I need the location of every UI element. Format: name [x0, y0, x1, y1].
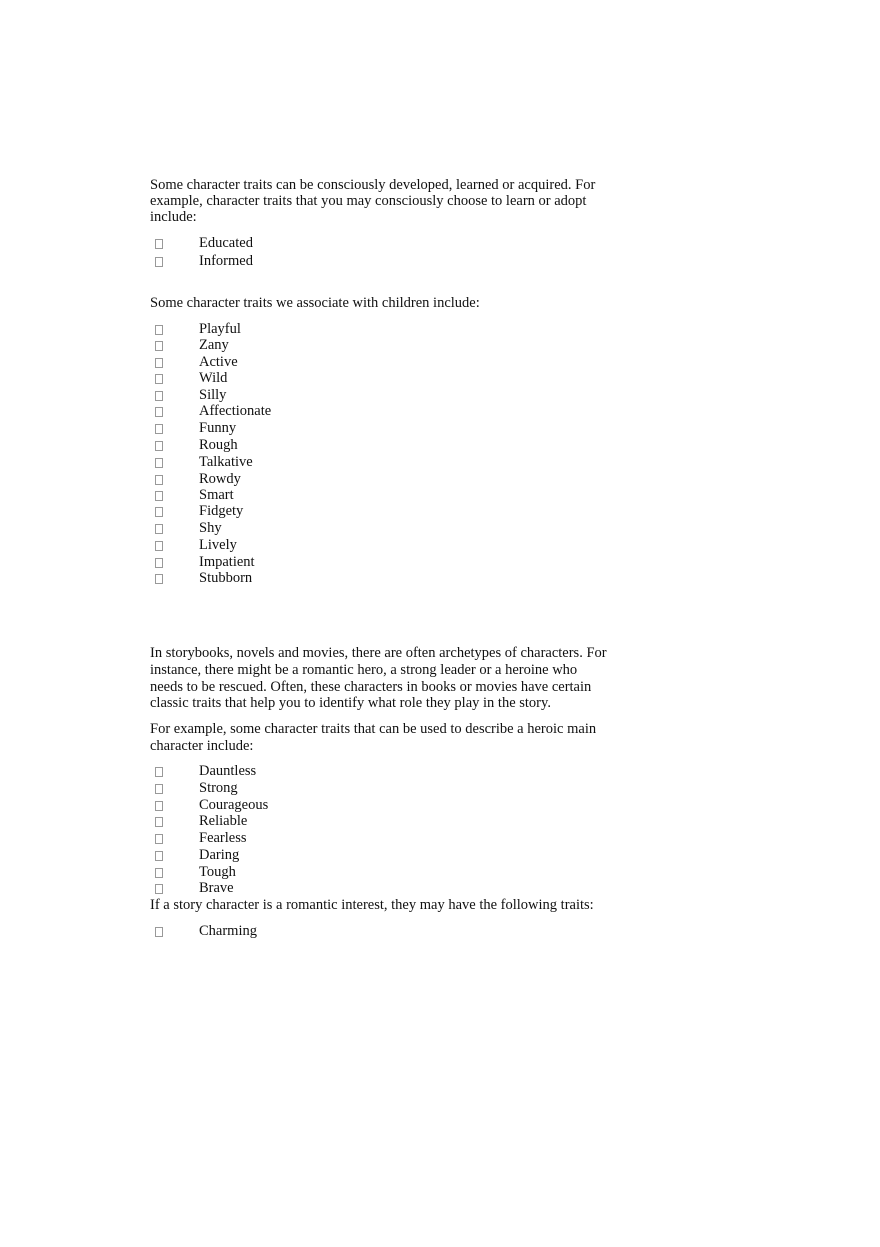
bullet-box-icon [155, 884, 163, 894]
list-item-label: Educated [199, 235, 253, 251]
bullet-box-icon [155, 424, 163, 434]
list-item-label: Brave [199, 880, 234, 896]
bullet-box-icon [155, 239, 163, 249]
list-item-label: Strong [199, 780, 238, 796]
list-item-label: Silly [199, 387, 227, 403]
bullet-box-icon [155, 767, 163, 777]
bullet-box-icon [155, 441, 163, 451]
bullet-box-icon [155, 868, 163, 878]
list-item-label: Wild [199, 370, 228, 386]
bullet-box-icon [155, 458, 163, 468]
bullet-box-icon [155, 257, 163, 267]
paragraph-line: Some character traits we associate with children include: [150, 295, 480, 311]
list-item-label: Zany [199, 337, 229, 353]
list-item-label: Daring [199, 847, 240, 863]
paragraph-line: classic traits that help you to identify what role they play in the story. [150, 695, 551, 711]
bullet-box-icon [155, 491, 163, 501]
list-item-label: Shy [199, 520, 222, 536]
list-item-label: Affectionate [199, 403, 272, 419]
bullet-box-icon [155, 507, 163, 517]
list-item-label: Informed [199, 253, 253, 269]
bullet-box-icon [155, 801, 163, 811]
bullet-box-icon [155, 475, 163, 485]
paragraph-line: In storybooks, novels and movies, there are often archetypes of characters. For [150, 645, 607, 661]
list-item-label: Smart [199, 487, 234, 503]
list-item-label: Lively [199, 537, 237, 553]
list-item-label: Courageous [199, 797, 269, 813]
list-item-label: Funny [199, 420, 237, 436]
bullet-box-icon [155, 341, 163, 351]
bullet-box-icon [155, 407, 163, 417]
bullet-box-icon [155, 817, 163, 827]
list-item-label: Fidgety [199, 503, 244, 519]
list-item-label: Rowdy [199, 471, 241, 487]
list-item-label: Rough [199, 437, 238, 453]
paragraph-line: example, character traits that you may consciously choose to learn or adopt [150, 193, 587, 209]
list-item-label: Stubborn [199, 570, 253, 586]
bullet-box-icon [155, 541, 163, 551]
bullet-box-icon [155, 374, 163, 384]
paragraph-line: Some character traits can be consciously developed, learned or acquired. For [150, 177, 596, 193]
bullet-box-icon [155, 391, 163, 401]
bullet-box-icon [155, 834, 163, 844]
list-item-label: Talkative [199, 454, 253, 470]
bullet-box-icon [155, 358, 163, 368]
list-item-label: Tough [199, 864, 236, 880]
list-item-label: Dauntless [199, 763, 257, 779]
paragraph-line: If a story character is a romantic interest, they may have the following traits: [150, 897, 594, 913]
bullet-box-icon [155, 574, 163, 584]
paragraph-line: For example, some character traits that can be used to describe a heroic main [150, 721, 597, 737]
paragraph-line: character include: [150, 738, 254, 754]
bullet-box-icon [155, 325, 163, 335]
bullet-box-icon [155, 558, 163, 568]
list-item-label: Reliable [199, 813, 248, 829]
bullet-box-icon [155, 927, 163, 937]
list-item-label: Charming [199, 923, 257, 939]
bullet-box-icon [155, 851, 163, 861]
list-item-label: Active [199, 354, 238, 370]
paragraph-line: needs to be rescued. Often, these characters in books or movies have certain [150, 679, 592, 695]
bullet-box-icon [155, 784, 163, 794]
bullet-box-icon [155, 524, 163, 534]
paragraph-line: include: [150, 209, 197, 225]
paragraph-line: instance, there might be a romantic hero, a strong leader or a heroine who [150, 662, 578, 678]
list-item-label: Impatient [199, 554, 255, 570]
list-item-label: Playful [199, 321, 241, 337]
list-item-label: Fearless [199, 830, 247, 846]
